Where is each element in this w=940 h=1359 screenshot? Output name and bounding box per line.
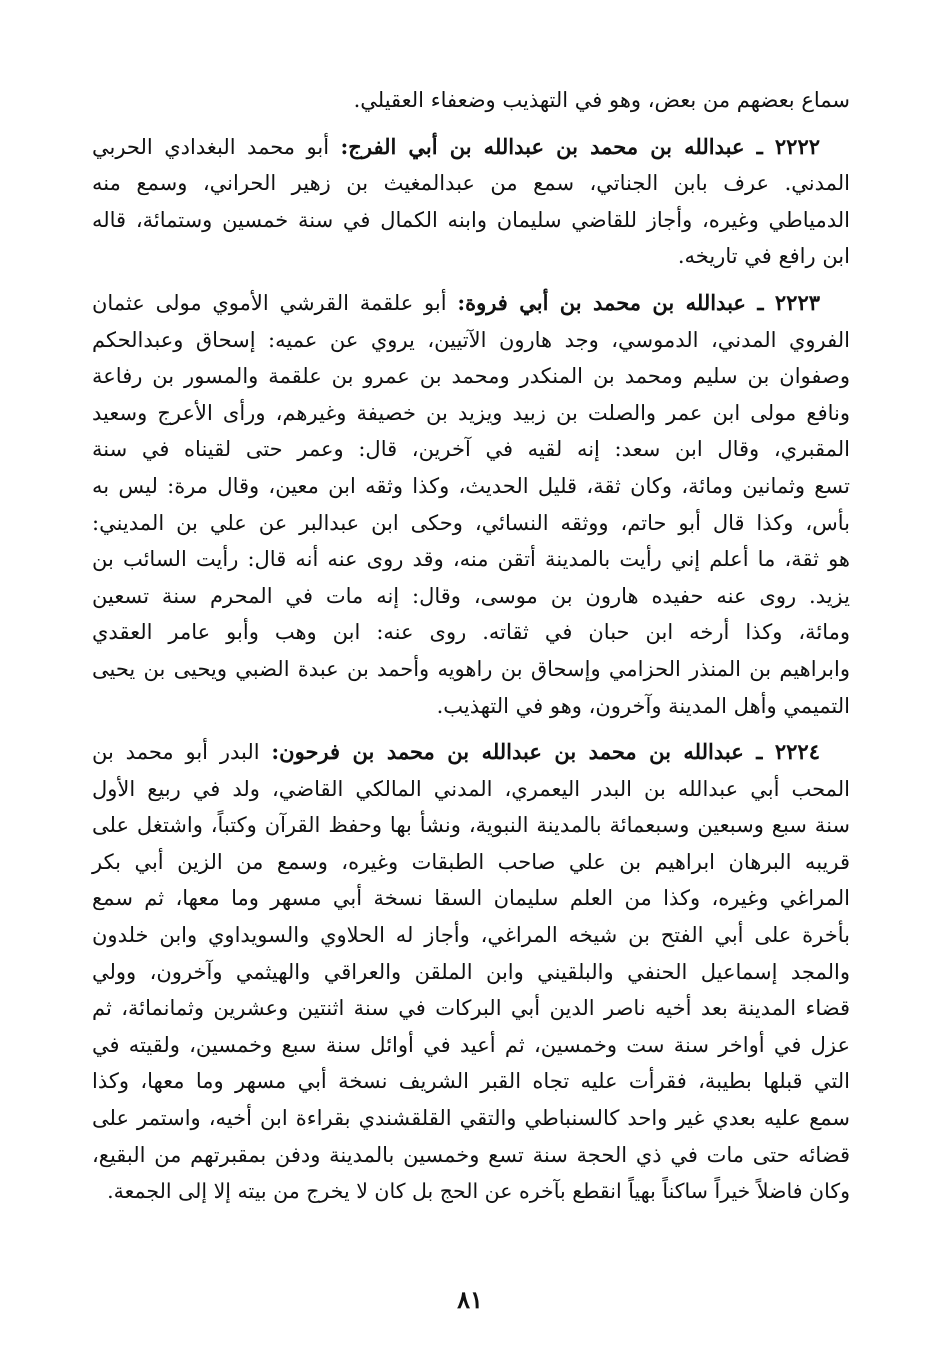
spacer [92,724,850,734]
entry-line: عزل في أواخر سنة ست وخمسين، ثم أعيد في أوائل سنة سبع وخمسين، ولقيته في [92,1032,850,1057]
entry-first-line [92,734,850,771]
entry-line: ومائة، وكذا أرخه ابن حبان في ثقاته. روى عنه: ابن وهب وأبو عامر العقدي [92,620,850,645]
entry-line: يزيد. روى عنه حفيده هارون بن موسى، وقال: إنه مات في المحرم سنة تسعين [92,583,850,608]
entry-line: بأس، وكذا قال أبو حاتم، ووثقه النسائي، وحكى ابن عبدالبر عن علي بن المديني: [92,510,850,535]
entry-line: سنة سبع وسبعين وسبعمائة بالمدينة النبوية، ونشأ بها وحفظ القرآن وكتباً، واشتغل على [92,813,850,838]
entry-2223 [92,285,850,724]
entry-line: هو ثقة، ما أعلم إني رأيت بالمدينة أتقن منه، وقد روى عنه أنه قال: رأيت السائب بن [92,547,850,572]
entry-line: التي قبلها بطيبة، فقرأت عليه تجاه القبر الشريف نسخة أبي مسهر وما معها، وكذا [92,1069,850,1094]
spacer [92,275,850,285]
entry-2224 [92,734,850,1210]
entry-line: المقبري، وقال ابن سعد: إنه لقيه في آخرين، قال: وعمر حتى لقيناه في سنة [92,437,850,462]
spacer [92,119,850,129]
entry-line: قضائه حتى مات في ذي الحجة سنة تسع وخمسين بالمدينة ودفن بمقبرتهم من البقيع، [92,1142,850,1167]
entry-line: وابراهيم بن المنذر الحزامي وإسحاق بن راهويه وأحمد بن عبدة الضبي ويحيى بن يحيى [92,656,850,681]
page-number: ٨١ [457,1285,483,1314]
entry-first-line [92,129,850,166]
entry-first-line [92,285,850,322]
entry-line: الدمياطي وغيره، وأجاز للقاضي سليمان وابنه الكمال في سنة خمسين وستمائة، قاله [92,207,850,232]
entry-line: المدني. عرف بابن الجناتي، سمع من عبدالمغيث بن زهير الحراني، وسمع منه [92,171,850,196]
entry-line: وصفوان بن سليم ومحمد بن المنكدر ومحمد بن عمرو بن علقمة والمسور بن رفاعة [92,364,850,389]
entry-heading: ٢٢٢٣ ـ عبدالله بن محمد بن أبي فروة: [457,289,821,315]
entry-line: تسع وثمانين ومائة، وكان ثقة، قليل الحديث، وكذا وثقه ابن معين، وقال مرة: ليس به [92,473,850,498]
book-page [92,82,850,1210]
entry-text: أبو علقمة القرشي الأموي مولى عثمان [92,290,447,315]
entry-text: أبو محمد البغدادي الحربي [92,134,330,159]
entry-line: وكان فاضلاً خيراً ساكناً بهياً انقطع بآخره عن الحج بل كان لا يخرج من بيته إلا إلى الجمعة. [107,1179,850,1204]
entry-line: المراغي وغيره، وكذا من العلم سليمان السقا نسخة أبي مسهر وما معها، ثم سمع [92,886,850,911]
entry-heading: ٢٢٢٢ ـ عبدالله بن محمد بن عبدالله بن أبي الفرج: [340,133,821,159]
entry-heading: ٢٢٢٤ ـ عبدالله بن محمد بن عبدالله بن محمد بن فرحون: [271,739,820,765]
opening-line: سماع بعضهم من بعض، وهو في التهذيب وضعفاء العقيلي. [353,88,850,112]
entry-line: الفروي المدني، الدموسي، وجد هارون الآتيين، يروي عن عميه: إسحاق وعبدالحكم [92,327,850,352]
entry-line: المحب أبي عبدالله بن البدر اليعمري، المدني المالكي القاضي، ولد في ربيع الأول [92,776,850,801]
entry-line: ونافع مولى ابن عمر والصلت بن زبيد ويزيد بن خصيفة وغيرهم، ورأى الأعرج وسعيد [92,400,850,425]
entry-line: سمع عليه بعدي غير واحد كالسنباطي والتقي القلقشندي بقراءة ابن أخيه، واستمر على [92,1106,850,1131]
entry-line: التميمي وأهل المدينة وآخرون، وهو في التهذيب. [436,693,850,718]
entry-2222 [92,129,850,275]
entry-line: بأخرة على أبي الفتح بن شيخه المراغي، وأجاز له الحلاوي والسويداوي وابن خلدون [92,923,850,948]
entry-line: والمجد إسماعيل الحنفي والبلقيني وابن الملقن والعراقي والهيثمي وآخرون، وولي [92,959,850,984]
entry-text: البدر أبو محمد بن [92,740,260,765]
entry-line: ابن رافع في تاريخه. [677,244,850,269]
entry-line: قريبه البرهان ابراهيم بن علي صاحب الطبقات وغيره، وسمع من الزين أبي بكر [92,849,850,874]
entry-line: قضاء المدينة بعد أخيه ناصر الدين أبي البركات في سنة اثنتين وعشرين وثمانمائة، ثم [92,996,850,1021]
